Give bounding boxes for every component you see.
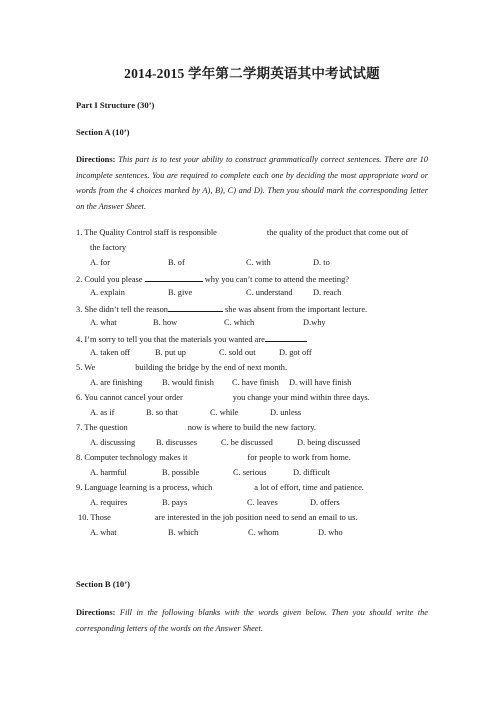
directions-label: Directions: <box>76 155 116 164</box>
question-1: 1. The Quality Control staff is responsible the quality of the product that come out of <box>76 228 409 237</box>
section-a-directions <box>76 152 428 214</box>
question-7: 7. The question now is where to build the new factory. <box>76 423 317 432</box>
section-b-directions <box>76 605 428 636</box>
answer-blank <box>168 303 223 312</box>
question-10: 10. Those are interested in the job position need to send an email to us. <box>78 513 358 522</box>
question-5: 5. We building the bridge by the end of next month. <box>76 363 288 372</box>
question-2: 2. Could you please why you can’t come to attend the meeting? <box>76 275 349 284</box>
page-title: 2014-2015 学年第二学期英语其中考试试题 <box>124 66 380 81</box>
directions-text: Fill in the following blanks with the words given below. Then you should write the corresponding letters of the words on the Answer Sheet. <box>76 608 428 633</box>
exam-page: 2014-2015 学年第二学期英语其中考试试题 Part I Structure (30’) Section A (10’) Directions: This part is to test your ability to construct grammatically correct sentences. There are 10 incomplete sentences. You are required to complete each one by deciding the most appropriate word or words from the 4 choices marked by A), B), C) and D). Then you should mark the corresponding letter on the Answer Sheet. 1. The Quality Control staff is responsible the quality of the product that come out of the factory A. for B. of C. with D. to 2. Could you please why you can’t come to attend the meeting? A. explain B. give C. understand D. reach 3. She didn’t tell the reason she was absent from the important lecture. A. what B. how C. which D.why 4. I’m sorry to tell you that the materials you wanted are A. taken off B. put up C. sold out D. got off 5. We building the bridge by the end of next month. A. are finishing B. would finish C. have finish D. will have finish 6. You cannot cancel your order you change your mind within three days. A. as if B. so that C. while D. unless 7. The question now is where to build the new factory. A. discussing B. discusses C. be discussed D. being discussed 8. Computer technology makes it for people to work from home. A. harmful B. possible C. serious D. difficult 9. Language learning is a process, which a lot of effort, time and patience. A. requires B. pays C. leaves D. offers 10. Those are interested in the job position need to send an email to us. A. what B. which C. whom D. who Section B (10’) Directions: Fill in the following blanks with the words given below. Then you should write the corresponding letters of the words on the Answer Sheet. <box>0 0 504 713</box>
directions-label: Directions: <box>76 608 116 617</box>
section-b-heading: Section B (10’) <box>76 579 130 589</box>
question-9: 9. Language learning is a process, which a lot of effort, time and patience. <box>76 483 364 492</box>
question-6: 6. You cannot cancel your order you change your mind within three days. <box>76 393 370 402</box>
question-8: 8. Computer technology makes it for people to work from home. <box>76 453 351 462</box>
directions-text: This part is to test your ability to construct grammatically correct sentences. There are 10 incomplete sentences. You are required to complete each one by deciding the most appropriate word or words from the 4 choices marked by A), B), C) and D). Then you should mark the corresponding letter on the Answer Sheet. <box>76 155 428 211</box>
question-3: 3. She didn’t tell the reason she was absent from the important lecture. <box>76 305 368 314</box>
question-4: 4. I’m sorry to tell you that the materials you wanted are <box>76 333 307 344</box>
answer-blank <box>145 273 203 282</box>
question-1-cont: the factory <box>90 243 127 252</box>
part-heading: Part I Structure (30’) <box>76 100 155 110</box>
answer-blank <box>265 333 307 342</box>
section-a-heading: Section A (10’) <box>76 127 130 137</box>
